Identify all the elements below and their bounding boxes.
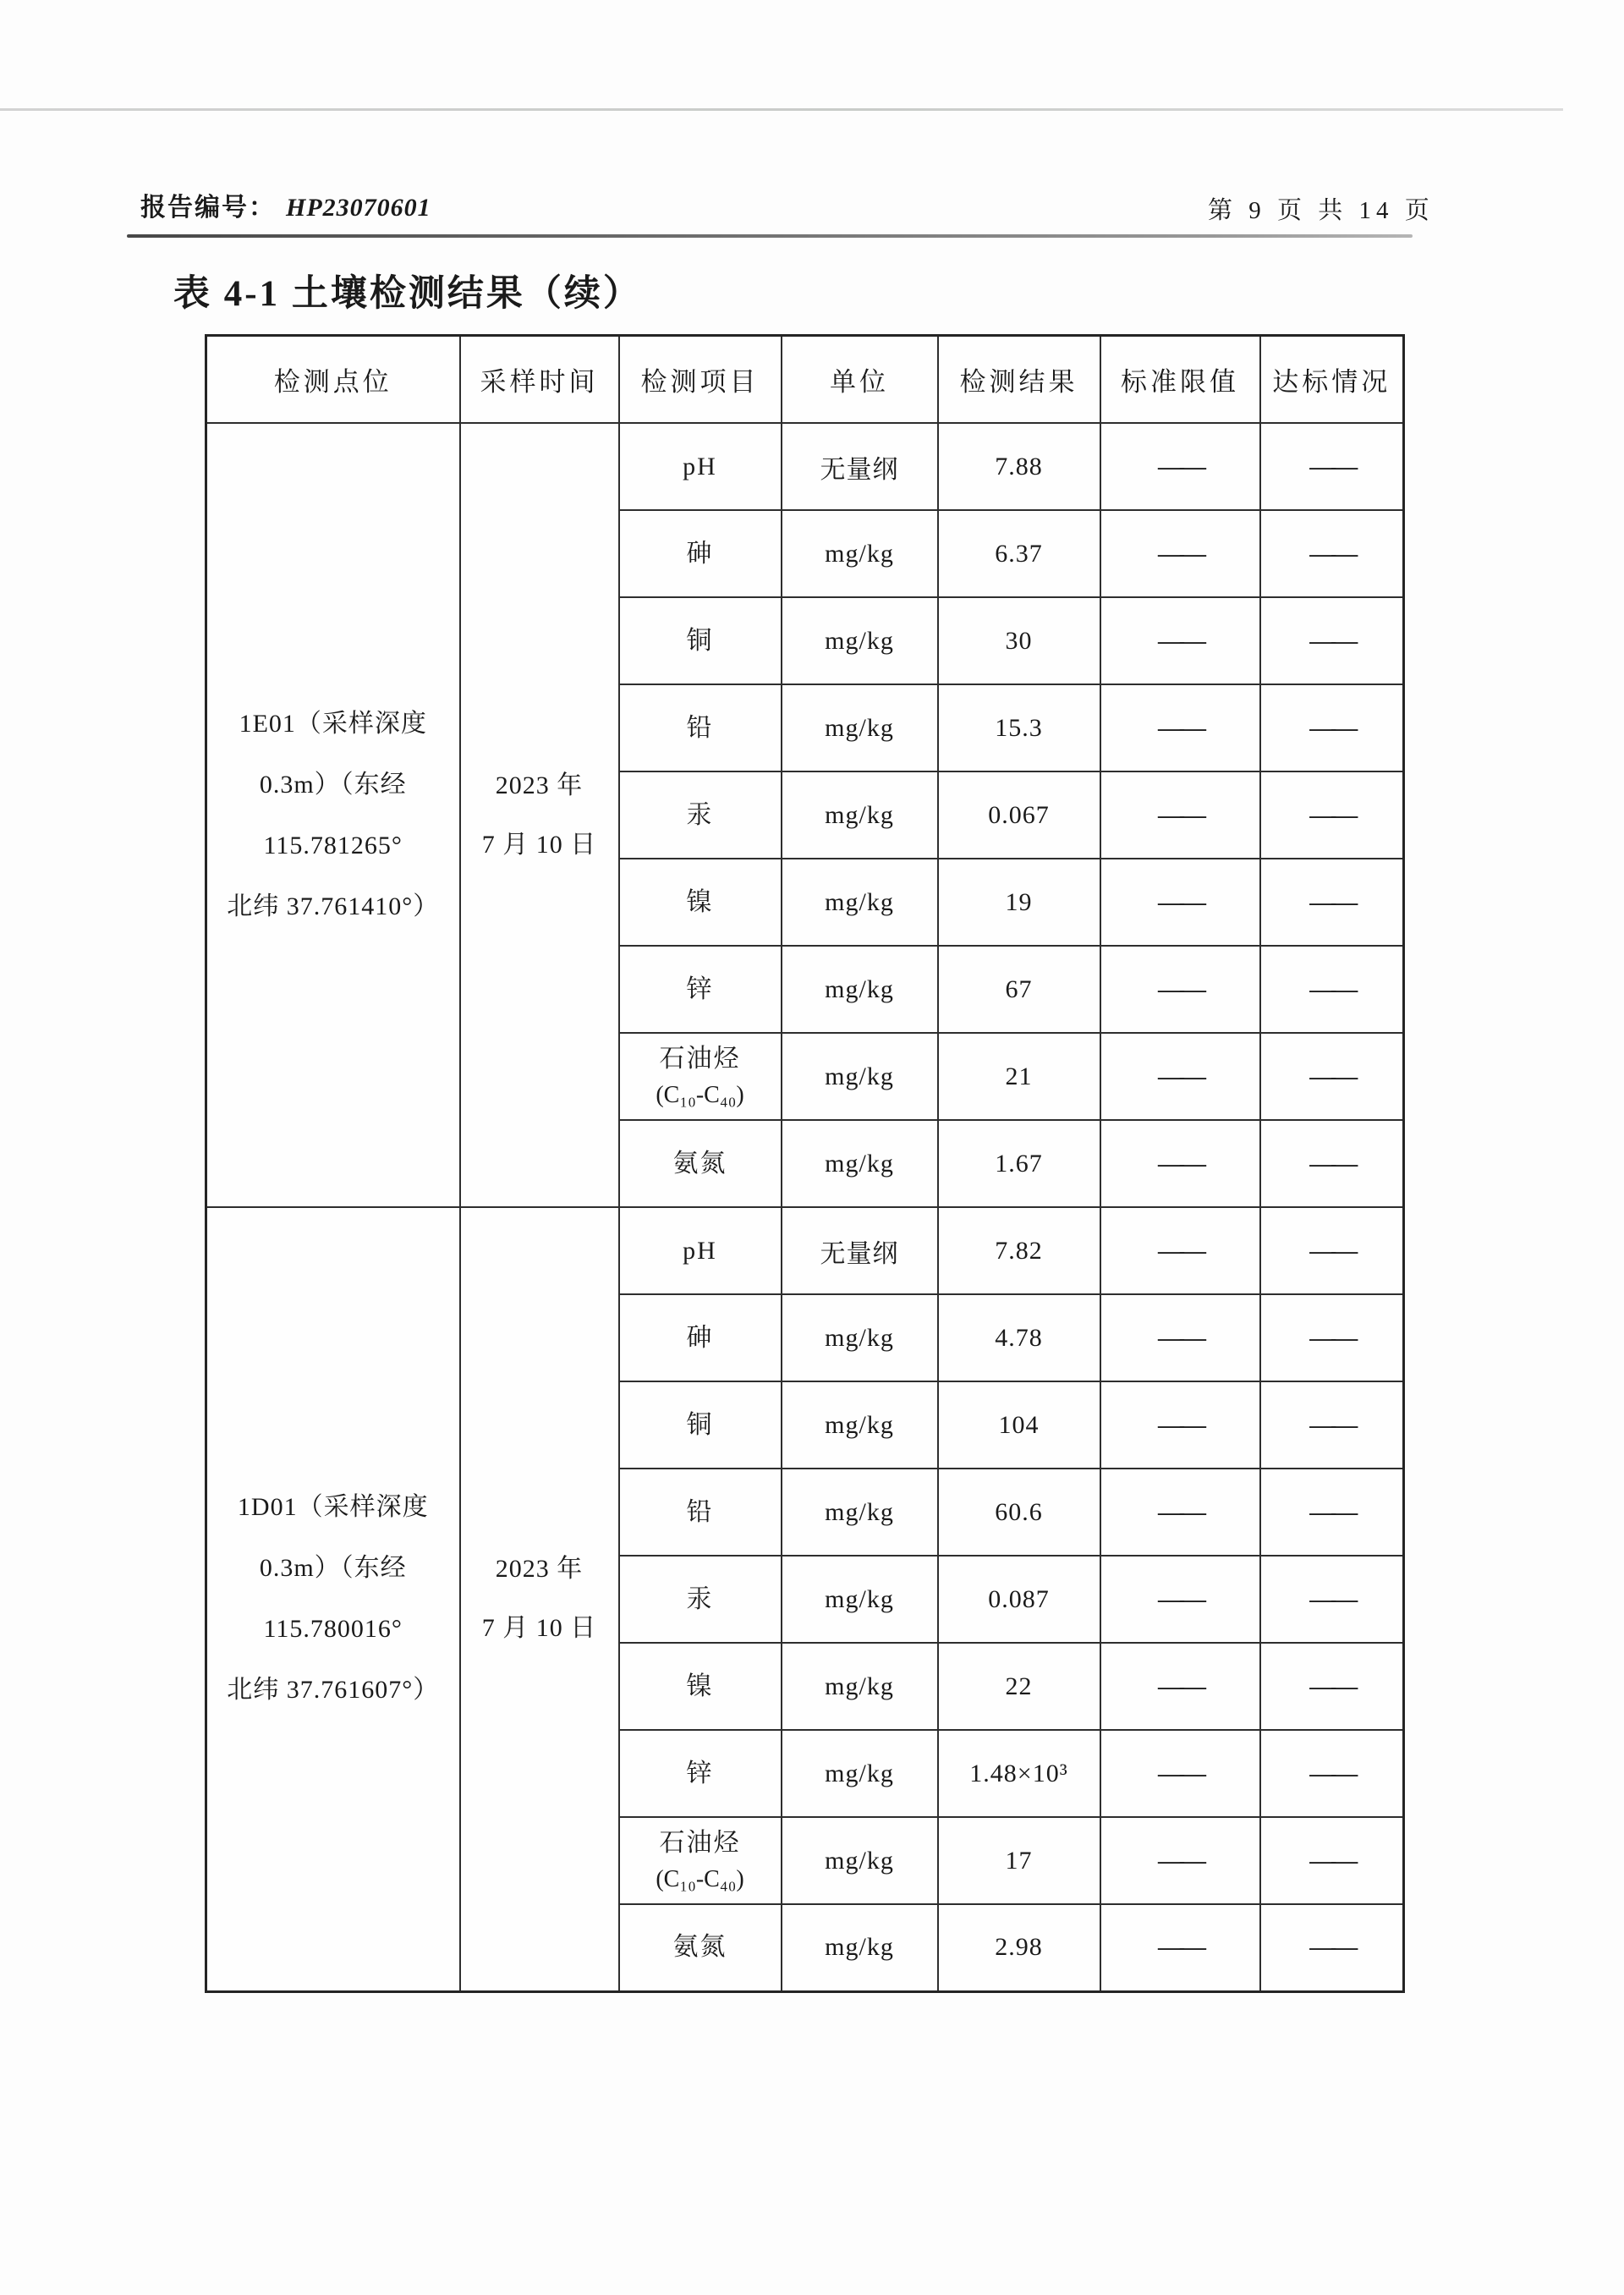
no-value-dash: —— — [1158, 976, 1202, 1002]
no-value-dash: —— — [1158, 1673, 1202, 1699]
cell-unit: mg/kg — [782, 1730, 938, 1817]
cell-result: 7.82 — [938, 1207, 1100, 1294]
cell-limit — [1100, 597, 1260, 684]
cell-status — [1260, 1904, 1404, 1991]
no-value-dash: —— — [1309, 976, 1354, 1002]
cell-result: 104 — [938, 1381, 1100, 1469]
cell-limit — [1100, 1381, 1260, 1469]
cell-item: 锌 — [619, 1730, 782, 1817]
cell-result: 15.3 — [938, 684, 1100, 771]
cell-limit — [1100, 1643, 1260, 1730]
no-value-dash: —— — [1158, 715, 1202, 740]
col-header-point: 检测点位 — [206, 336, 460, 424]
cell-result: 1.67 — [938, 1120, 1100, 1207]
cell-result: 6.37 — [938, 510, 1100, 597]
cell-limit — [1100, 771, 1260, 859]
cell-item: 氨氮 — [619, 1120, 782, 1207]
cell-item: 镍 — [619, 859, 782, 946]
no-value-dash: —— — [1158, 1150, 1202, 1176]
no-value-dash: —— — [1309, 1760, 1354, 1786]
no-value-dash: —— — [1309, 1848, 1354, 1873]
col-header-status: 达标情况 — [1260, 336, 1404, 424]
cell-item: 汞 — [619, 771, 782, 859]
no-value-dash: —— — [1309, 1325, 1354, 1350]
cell-item: pH — [619, 1207, 782, 1294]
no-value-dash: —— — [1309, 453, 1354, 479]
cell-item: 铜 — [619, 1381, 782, 1469]
cell-status — [1260, 1730, 1404, 1817]
no-value-dash: —— — [1309, 715, 1354, 740]
cell-unit: mg/kg — [782, 1294, 938, 1381]
no-value-dash: —— — [1309, 541, 1354, 566]
no-value-dash: —— — [1309, 1150, 1354, 1176]
cell-status — [1260, 597, 1404, 684]
cell-limit — [1100, 1294, 1260, 1381]
cell-limit — [1100, 859, 1260, 946]
no-value-dash: —— — [1158, 802, 1202, 827]
cell-result: 7.88 — [938, 423, 1100, 510]
cell-sample-time: 2023 年 7 月 10 日 — [460, 423, 619, 1207]
soil-test-table — [205, 334, 1405, 1993]
cell-item: 铅 — [619, 684, 782, 771]
report-number-label: 报告编号： — [140, 194, 276, 222]
table-row — [206, 423, 1404, 510]
col-header-result: 检测结果 — [938, 336, 1100, 424]
cell-item: 铜 — [619, 597, 782, 684]
no-value-dash: —— — [1309, 889, 1354, 914]
cell-sample-point: 1E01（采样深度 0.3m）（东经 115.781265° 北纬 37.761410°） — [206, 423, 460, 1207]
no-value-dash: —— — [1309, 1412, 1354, 1437]
cell-unit: mg/kg — [782, 771, 938, 859]
cell-status — [1260, 423, 1404, 510]
cell-status — [1260, 1817, 1404, 1904]
cell-unit: mg/kg — [782, 510, 938, 597]
no-value-dash: —— — [1158, 541, 1202, 566]
cell-item: 镍 — [619, 1643, 782, 1730]
cell-result: 60.6 — [938, 1469, 1100, 1556]
header-divider-line — [127, 234, 1413, 238]
cell-status — [1260, 1207, 1404, 1294]
cell-item: 氨氮 — [619, 1904, 782, 1991]
no-value-dash: —— — [1158, 1325, 1202, 1350]
cell-status — [1260, 771, 1404, 859]
cell-unit: 无量纲 — [782, 1207, 938, 1294]
cell-result: 17 — [938, 1817, 1100, 1904]
cell-result: 22 — [938, 1643, 1100, 1730]
cell-result: 0.067 — [938, 771, 1100, 859]
no-value-dash: —— — [1158, 1238, 1202, 1263]
cell-unit: mg/kg — [782, 684, 938, 771]
no-value-dash: —— — [1158, 1934, 1202, 1960]
cell-status — [1260, 1556, 1404, 1643]
cell-status — [1260, 1294, 1404, 1381]
cell-unit: 无量纲 — [782, 423, 938, 510]
cell-limit — [1100, 684, 1260, 771]
no-value-dash: —— — [1158, 453, 1202, 479]
cell-limit — [1100, 1207, 1260, 1294]
cell-limit — [1100, 1730, 1260, 1817]
col-header-item: 检测项目 — [619, 336, 782, 424]
cell-unit: mg/kg — [782, 1033, 938, 1120]
cell-item: 汞 — [619, 1556, 782, 1643]
cell-item: 砷 — [619, 510, 782, 597]
report-number-line — [140, 186, 431, 223]
cell-status — [1260, 1469, 1404, 1556]
no-value-dash: —— — [1309, 1499, 1354, 1524]
no-value-dash: —— — [1158, 1499, 1202, 1524]
no-value-dash: —— — [1309, 1934, 1354, 1960]
cell-item: 石油烃 (C₁₀-C₄₀) — [619, 1817, 782, 1904]
no-value-dash: —— — [1158, 628, 1202, 653]
cell-status — [1260, 684, 1404, 771]
cell-unit: mg/kg — [782, 1381, 938, 1469]
cell-limit — [1100, 1817, 1260, 1904]
cell-limit — [1100, 510, 1260, 597]
cell-item: pH — [619, 423, 782, 510]
cell-unit: mg/kg — [782, 1120, 938, 1207]
cell-limit — [1100, 1904, 1260, 1991]
no-value-dash: —— — [1309, 1586, 1354, 1611]
no-value-dash: —— — [1309, 1238, 1354, 1263]
scan-artifact-line — [0, 108, 1563, 111]
cell-result: 2.98 — [938, 1904, 1100, 1991]
cell-status — [1260, 510, 1404, 597]
no-value-dash: —— — [1158, 1412, 1202, 1437]
cell-status — [1260, 859, 1404, 946]
cell-result: 1.48×10³ — [938, 1730, 1100, 1817]
cell-unit: mg/kg — [782, 597, 938, 684]
cell-sample-time: 2023 年 7 月 10 日 — [460, 1207, 619, 1991]
cell-limit — [1100, 1556, 1260, 1643]
cell-item: 铅 — [619, 1469, 782, 1556]
cell-status — [1260, 1381, 1404, 1469]
cell-unit: mg/kg — [782, 1904, 938, 1991]
cell-result: 0.087 — [938, 1556, 1100, 1643]
cell-item: 砷 — [619, 1294, 782, 1381]
cell-unit: mg/kg — [782, 859, 938, 946]
col-header-unit: 单位 — [782, 336, 938, 424]
cell-sample-point: 1D01（采样深度 0.3m）（东经 115.780016° 北纬 37.761607°） — [206, 1207, 460, 1991]
cell-result: 4.78 — [938, 1294, 1100, 1381]
no-value-dash: —— — [1309, 1063, 1354, 1089]
cell-result: 67 — [938, 946, 1100, 1033]
report-number-value: HP23070601 — [286, 194, 431, 222]
cell-result: 21 — [938, 1033, 1100, 1120]
cell-status — [1260, 1033, 1404, 1120]
col-header-time: 采样时间 — [460, 336, 619, 424]
cell-result: 30 — [938, 597, 1100, 684]
cell-limit — [1100, 1033, 1260, 1120]
cell-status — [1260, 1120, 1404, 1207]
cell-result: 19 — [938, 859, 1100, 946]
cell-unit: mg/kg — [782, 1469, 938, 1556]
no-value-dash: —— — [1309, 802, 1354, 827]
no-value-dash: —— — [1309, 1673, 1354, 1699]
table-header-row — [206, 336, 1404, 424]
no-value-dash: —— — [1158, 1848, 1202, 1873]
page-number: 第 9 页 共 14 页 — [1208, 197, 1435, 224]
no-value-dash: —— — [1309, 628, 1354, 653]
page-title: 表 4-1 土壤检测结果（续） — [173, 274, 642, 314]
no-value-dash: —— — [1158, 1063, 1202, 1089]
cell-unit: mg/kg — [782, 1556, 938, 1643]
cell-limit — [1100, 423, 1260, 510]
cell-item: 锌 — [619, 946, 782, 1033]
no-value-dash: —— — [1158, 1760, 1202, 1786]
no-value-dash: —— — [1158, 1586, 1202, 1611]
cell-unit: mg/kg — [782, 946, 938, 1033]
table-row — [206, 1207, 1404, 1294]
cell-status — [1260, 1643, 1404, 1730]
cell-item: 石油烃 (C₁₀-C₄₀) — [619, 1033, 782, 1120]
cell-limit — [1100, 1120, 1260, 1207]
cell-unit: mg/kg — [782, 1817, 938, 1904]
cell-limit — [1100, 1469, 1260, 1556]
cell-status — [1260, 946, 1404, 1033]
no-value-dash: —— — [1158, 889, 1202, 914]
col-header-limit: 标准限值 — [1100, 336, 1260, 424]
cell-unit: mg/kg — [782, 1643, 938, 1730]
cell-limit — [1100, 946, 1260, 1033]
